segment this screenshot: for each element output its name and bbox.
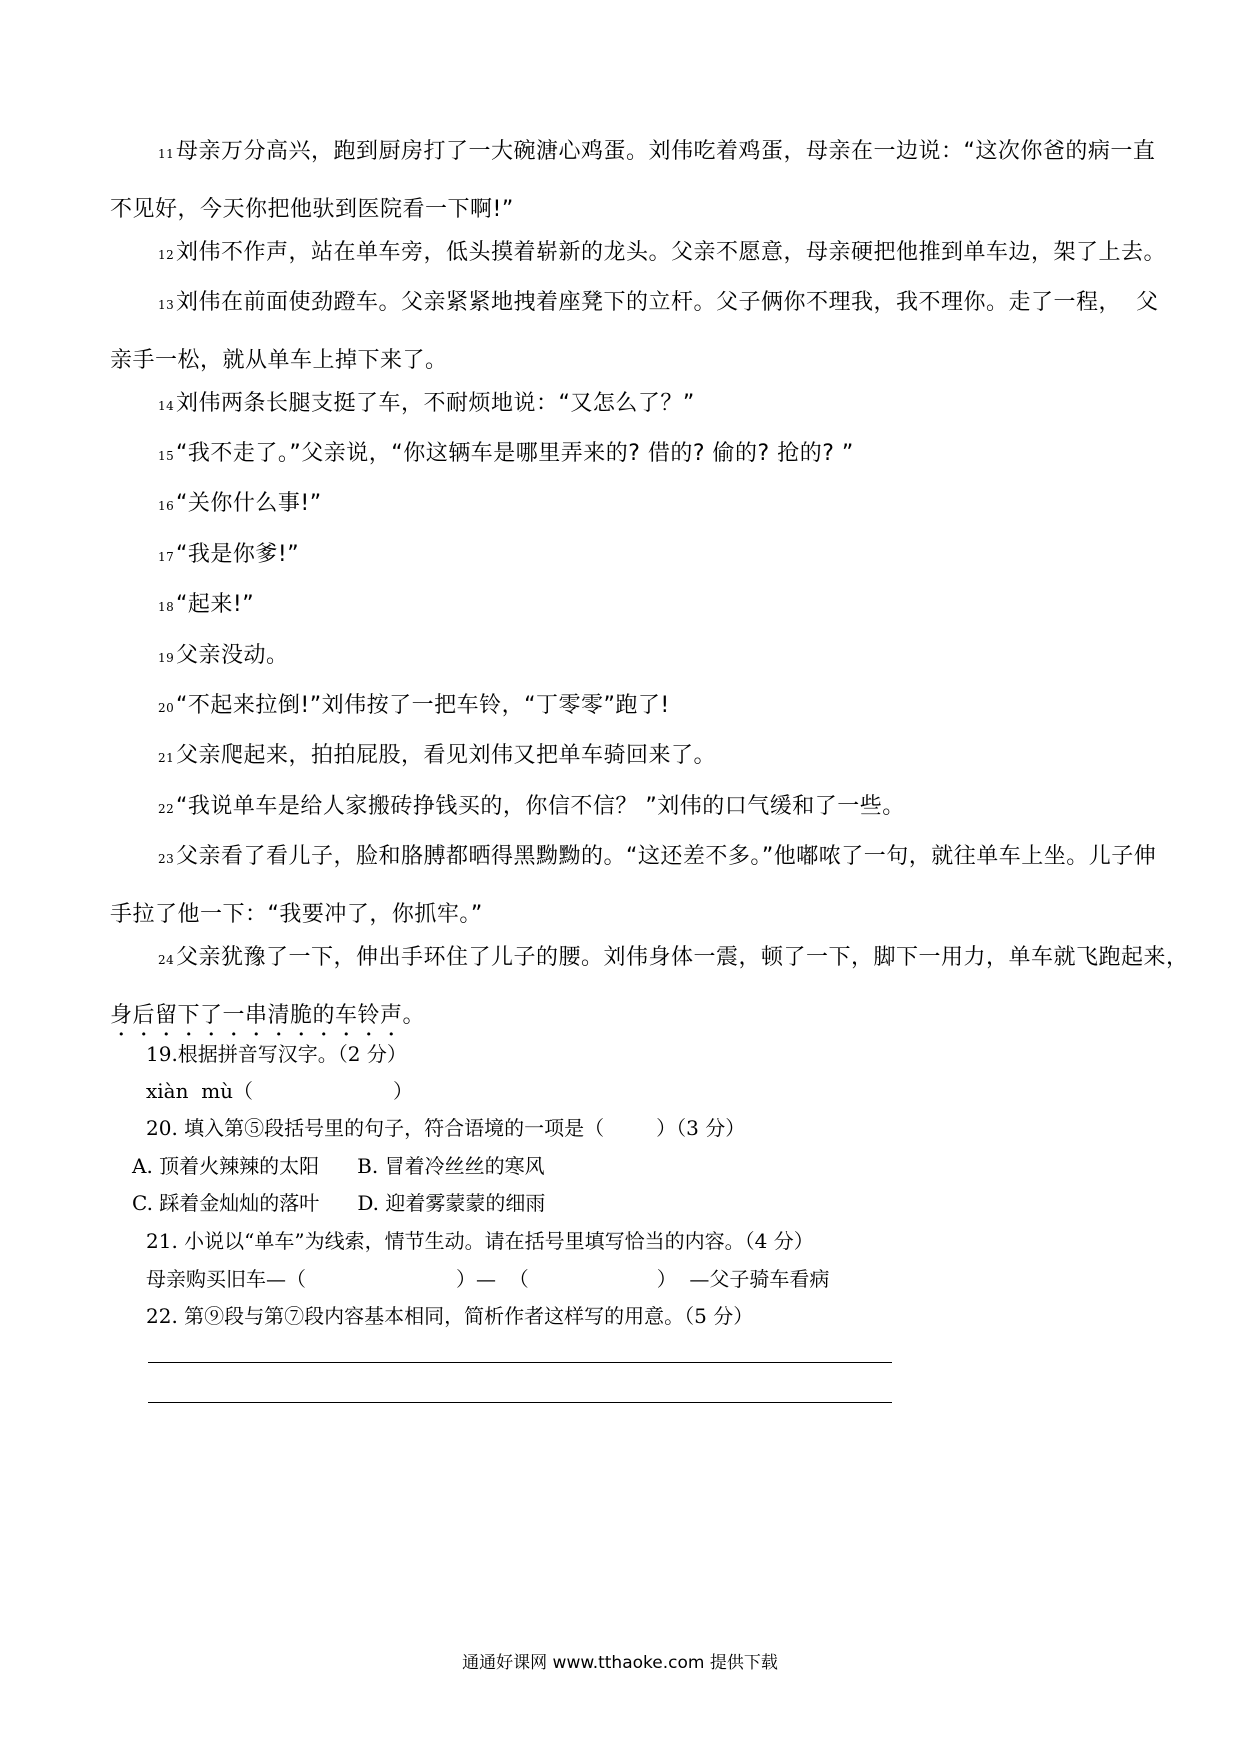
question-21-answer: [146, 1265, 829, 1293]
paragraph-number: 23: [158, 852, 175, 866]
question-stem: 20. 填入第⑤段括号里的句子，符合语境的一项是（: [146, 1116, 605, 1140]
paragraph-number: 17: [158, 550, 175, 564]
paragraph-16: [110, 476, 1130, 534]
paragraph-number: 18: [158, 600, 175, 614]
paragraph-number: 24: [158, 953, 175, 967]
paragraph-line: [110, 124, 1156, 182]
question-stem: 22. 第⑨段与第⑦段内容基本相同，简析作者这样写的用意。（5 分）: [146, 1304, 754, 1328]
paragraph-text: “不起来拉倒!”刘伟按了一把车铃，“丁零零”跑了!: [176, 693, 670, 718]
paragraph-text: “我是你爹!”: [176, 542, 300, 567]
paragraph-number: 19: [158, 651, 175, 665]
footer-source: 通通好课网 www.tthaoke.com 提供下载: [462, 1653, 778, 1673]
paragraph-line: [110, 476, 1130, 534]
paragraph-text: 亲手一松，就从单车上掉下来了。: [110, 348, 448, 373]
paragraph-number: 16: [158, 499, 175, 513]
paragraph-23: [110, 829, 1157, 943]
paragraph-text: 刘伟在前面使劲蹬车。父亲紧紧地拽着座凳下的立杆。父子俩你不理我，我不理你。走了一程， 父: [176, 290, 1159, 315]
pinyin-prompt: xiàn mù（: [146, 1079, 254, 1103]
paragraph-number: 13: [158, 298, 175, 312]
paragraph-text: 父亲爬起来，拍拍屁股，看见刘伟又把单车骑回来了。: [176, 743, 717, 768]
paragraph-text: 刘伟两条长腿支挺了车，不耐烦地说：“又怎么了？”: [176, 391, 695, 416]
question-20-options-row-2: [132, 1189, 545, 1217]
answer-line[interactable]: [148, 1402, 892, 1403]
paragraph-text: “我不走了。”父亲说，“你这辆车是哪里弄来的? 借的? 偷的? 抢的? ”: [176, 441, 854, 466]
question-stem: 19.根据拼音写汉字。（2 分）: [146, 1042, 407, 1066]
question-20: [146, 1114, 745, 1142]
paragraph-number: 15: [158, 449, 175, 463]
question-stem: 21. 小说以“单车”为线索，情节生动。请在括号里填写恰当的内容。（4 分）: [146, 1229, 814, 1253]
paragraph-text: 父亲没动。: [176, 643, 289, 668]
paragraph-text: 父亲犹豫了一下，伸出手环住了儿子的腰。刘伟身体一震，顿了一下，脚下一用力，单车就飞跑起来，: [176, 945, 1189, 970]
paragraph-line: [110, 275, 1159, 333]
paragraph-24: [110, 930, 1189, 1044]
paragraph-line: [110, 930, 1189, 988]
paragraph-line: [110, 728, 1130, 786]
paragraph-line: [110, 577, 1130, 635]
question-19: [146, 1040, 407, 1068]
option-a[interactable]: A. 顶着火辣辣的太阳: [132, 1154, 320, 1178]
paragraph-text: “我说单车是给人家搬砖挣钱买的，你信不信？ ”刘伟的口气缓和了一些。: [176, 794, 905, 819]
paragraph-line: [110, 988, 1130, 1044]
paragraph-text: 母亲万分高兴，跑到厨房打了一大碗溏心鸡蛋。刘伟吃着鸡蛋，母亲在一边说：“这次你爸的病一直: [176, 139, 1156, 164]
paragraph-21: [110, 728, 1130, 786]
paragraph-number: 14: [158, 399, 175, 413]
bracket-close: ）: [393, 1079, 414, 1103]
plot-step-2: ）— （: [456, 1267, 529, 1291]
plot-step-1: 母亲购买旧车—（: [146, 1267, 306, 1291]
paragraph-13: [110, 275, 1159, 389]
paragraph-text: 不见好，今天你把他驮到医院看一下啊!”: [110, 197, 514, 222]
question-20-options-row-1: [132, 1152, 545, 1180]
answer-line[interactable]: [148, 1362, 892, 1363]
option-b[interactable]: B. 冒着冷丝丝的寒风: [357, 1154, 545, 1178]
paragraph-number: 22: [158, 802, 175, 816]
paragraph-text: 身后留下了一串清脆的车铃声。: [110, 1003, 426, 1028]
option-d[interactable]: D. 迎着雾蒙蒙的细雨: [357, 1191, 546, 1215]
paragraph-number: 21: [158, 751, 175, 765]
question-21: [146, 1227, 814, 1255]
paragraph-number: 20: [158, 701, 175, 715]
paragraph-11: [110, 124, 1156, 238]
question-19-answer: [146, 1077, 413, 1105]
paragraph-text: 手拉了他一下：“我要冲了，你抓牢。”: [110, 902, 483, 927]
question-22: [146, 1302, 753, 1330]
plot-step-3: ） —父子骑车看病: [656, 1267, 830, 1291]
paragraph-line: [110, 829, 1157, 887]
paragraph-text: 父亲看了看儿子，脸和胳膊都晒得黑黝黝的。“这还差不多。”他嘟哝了一句，就往单车上坐。儿子伸: [176, 844, 1157, 869]
paragraph-text: “起来!”: [176, 592, 255, 617]
paragraph-text: 刘伟不作声，站在单车旁，低头摸着崭新的龙头。父亲不愿意，母亲硬把他推到单车边，架了上去。: [176, 240, 1167, 265]
paragraph-18: [110, 577, 1130, 635]
question-score: ）（3 分）: [656, 1116, 746, 1140]
option-c[interactable]: C. 踩着金灿灿的落叶: [132, 1191, 320, 1215]
paragraph-number: 11: [158, 147, 175, 161]
paragraph-text: “关你什么事!”: [176, 491, 322, 516]
paragraph-number: 12: [158, 248, 175, 262]
